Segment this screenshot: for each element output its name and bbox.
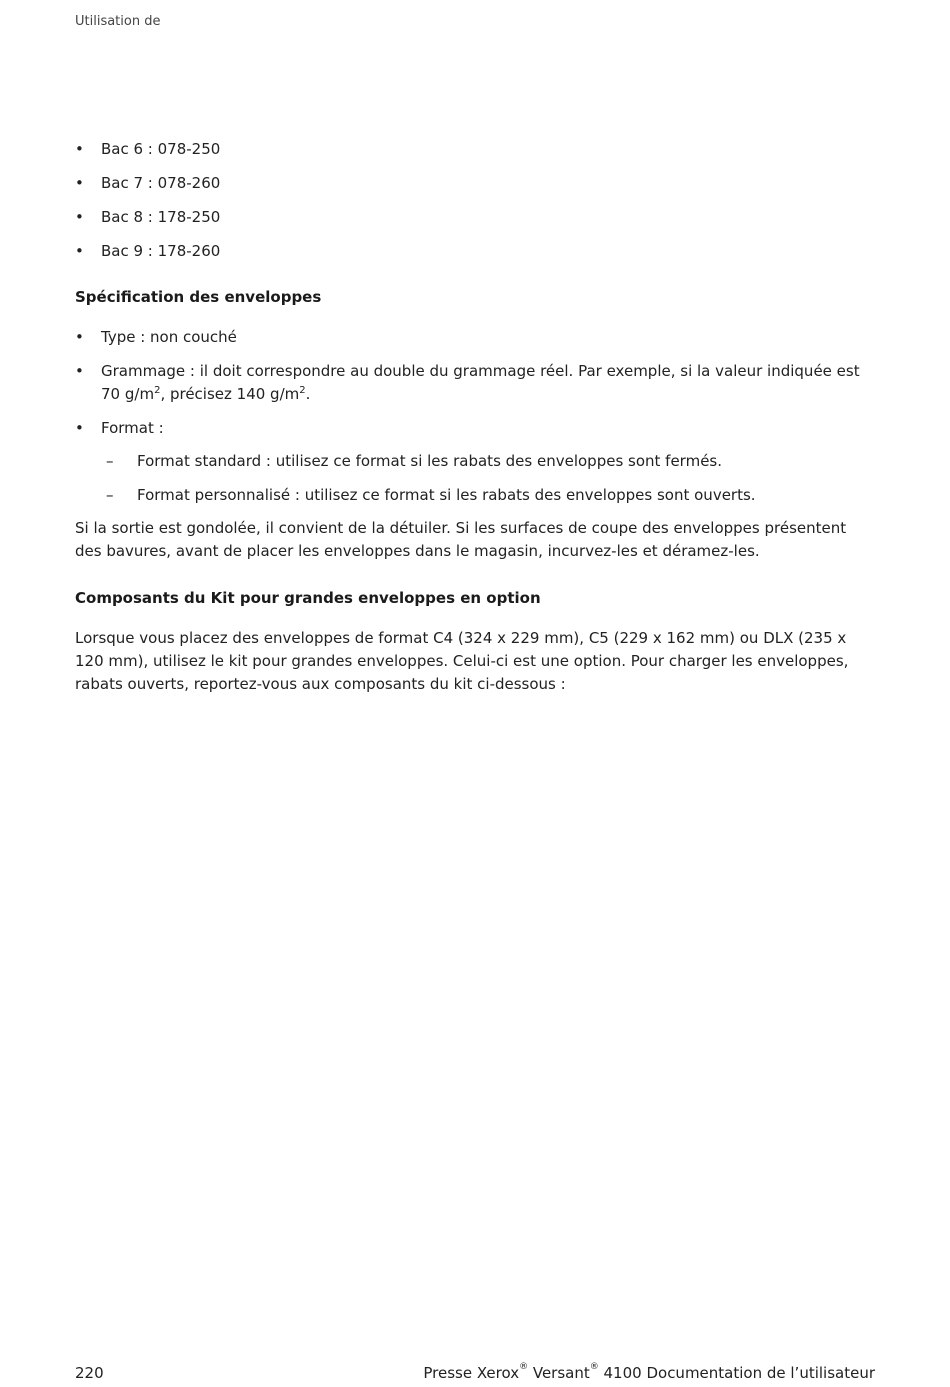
footer-title-part: Versant (528, 1364, 590, 1382)
spec-list (75, 326, 865, 507)
format-custom-text: Format personnalisé : utilisez ce format si les rabats des enveloppes sont ouverts. (137, 486, 756, 504)
list-item (75, 206, 865, 229)
format-sub-list (106, 450, 865, 507)
kit-paragraph: Lorsque vous placez des enveloppes de format C4 (324 x 229 mm), C5 (229 x 162 mm) ou DLX (235 x 120 mm), utilisez le kit pour grandes enveloppes. Celui-ci est une option. Pour charger les enveloppes, rabats ouverts, reportez-vous aux composants du kit ci-dessous : (75, 629, 849, 693)
list-item (75, 326, 865, 349)
tray-item-text: Bac 6 : 078-250 (101, 140, 221, 158)
footer-title (423, 1364, 875, 1382)
format-standard-text: Format standard : utilisez ce format si les rabats des enveloppes sont fermés. (137, 452, 723, 470)
grammage-text-part: Grammage : il doit correspondre au double du grammage réel. Par exemple, si la valeur indiquée est 70 g/ (101, 362, 860, 403)
spec-type-text: Type : non couché (101, 328, 237, 346)
bullet-icon: • (75, 362, 84, 380)
spec-format-text: Format : (101, 419, 164, 437)
dash-icon: – (106, 452, 114, 470)
running-header: Utilisation de (75, 14, 161, 29)
sub-list-item (106, 450, 865, 473)
list-item (75, 417, 865, 507)
grammage-text-part: m (139, 385, 155, 403)
page-number: 220 (75, 1364, 104, 1382)
section-heading-envelope-kit: Composants du Kit pour grandes enveloppes en option (75, 589, 541, 607)
sub-list-item (106, 484, 865, 507)
list-item (75, 172, 865, 195)
registered-mark: ® (589, 1362, 599, 1372)
bullet-icon: • (75, 242, 84, 260)
section-heading-envelope-spec: Spécification des enveloppes (75, 288, 322, 306)
registered-mark: ® (519, 1362, 529, 1372)
footer-title-part: 4100 Documentation de l’utilisateur (598, 1364, 875, 1382)
list-item (75, 360, 865, 406)
tray-list (75, 138, 865, 263)
bullet-icon: • (75, 174, 84, 192)
superscript: 2 (299, 385, 306, 396)
superscript: 2 (154, 385, 161, 396)
bullet-icon: • (75, 419, 84, 437)
grammage-text-part: , précisez 140 g/m (160, 385, 300, 403)
list-item (75, 138, 865, 161)
footer-title-part: Presse Xerox (423, 1364, 520, 1382)
grammage-text-part: . (305, 385, 311, 403)
tray-item-text: Bac 8 : 178-250 (101, 208, 221, 226)
page-content (75, 138, 865, 696)
bullet-icon: • (75, 208, 84, 226)
bullet-icon: • (75, 140, 84, 158)
tray-item-text: Bac 9 : 178-260 (101, 242, 221, 260)
curl-paragraph: Si la sortie est gondolée, il convient de la détuiler. Si les surfaces de coupe des enveloppes présentent des bavures, avant de placer les enveloppes dans le magasin, incurvez-les et déramez-les. (75, 519, 847, 560)
list-item (75, 240, 865, 263)
dash-icon: – (106, 486, 114, 504)
bullet-icon: • (75, 328, 84, 346)
tray-item-text: Bac 7 : 078-260 (101, 174, 221, 192)
spec-grammage-text (101, 362, 860, 403)
